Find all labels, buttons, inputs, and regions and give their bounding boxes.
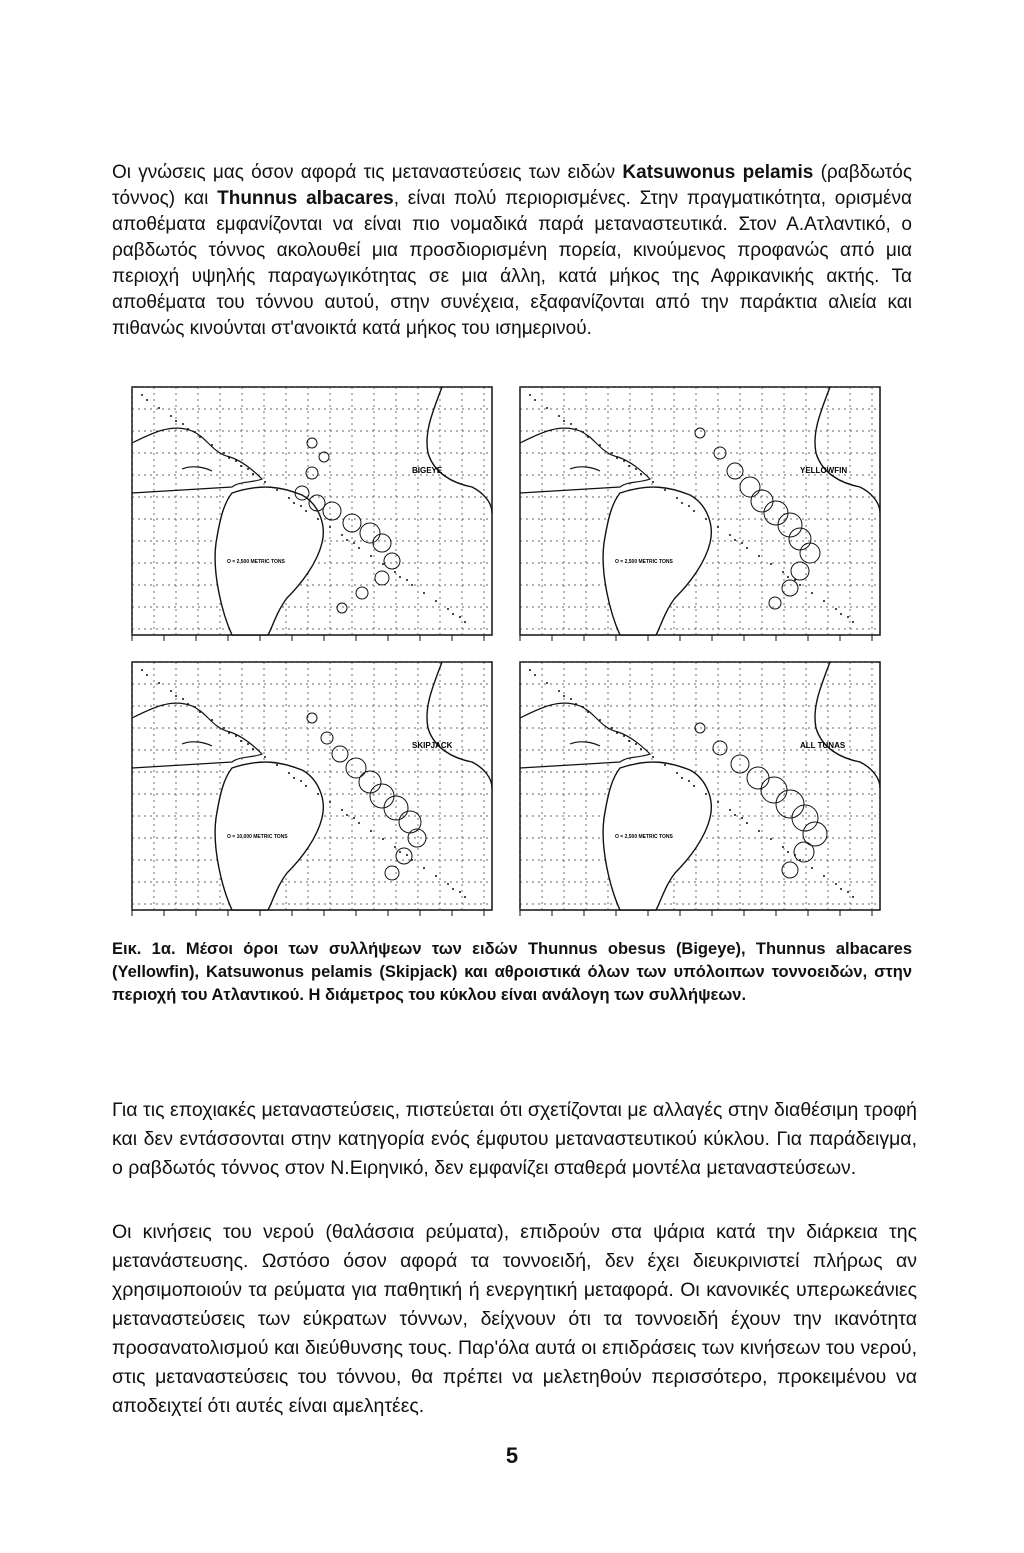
text-run: (Skipjack) και αθροιστικά όλων των υπόλοιπων τοννοειδών, στην περιοχή του Ατλαντικού. Η διάμετρος του κύκλου είναι ανάλογη των συλλήψεων. [112,963,913,1004]
text-run: (ραβδωτός τόννος) και [112,162,912,209]
map-skipjack [112,658,500,928]
species-name: Thunnus obesus [527,940,666,958]
map-all-tunas [500,658,888,928]
text-run: , είναι πολύ περιορισμένες. Στην πραγματικότητα, ορισμένα αποθέματα εμφανίζονται να είναι πιο νομαδικά παρά μεταναστευτικά. Στον Α.Ατλαντικό, ο ραβδωτός τόννος ακολουθεί μια προσδιορισμένη πορεία, κινούμενος προφανώς από μια περιοχή υψηλής παραγωγικότητας σε μια άλλη, κατά μήκος της Αφρικανικής ακτής. Τα αποθέματα του τόννου αυτού, στην συνέχεια, εξαφανίζονται από την παράκτια αλιεία και πιθανώς κινούνται στ'ανοικτά κατά μήκος του ισημερινού. [112,188,912,339]
map-scale-label: O = 2,500 METRIC TONS [227,559,285,565]
species-name: Katsuwonus pelamis [206,963,373,981]
map-scale-label: O = 10,000 METRIC TONS [227,834,288,840]
text-run: (Yellowfin), [112,963,207,981]
map-graphic [112,658,500,928]
intro-paragraph [112,160,912,342]
map-graphic [112,383,500,653]
text-run: Οι γνώσεις μας όσον αφορά τις μεταναστεύσεις των ειδών [112,162,623,183]
figure-caption [112,938,912,1007]
seasonal-migration-paragraph: Για τις εποχιακές μεταναστεύσεις, πιστεύεται ότι σχετίζονται με αλλαγές στην διαθέσιμη τροφή και δεν εντάσσονται στην κατηγορία ενός έμφυτου μεταναστευτικού κύκλου. Για παράδειγμα, ο ραβδωτός τόννος στον Ν.Ειρηνικό, δεν εμφανίζει σταθερά μοντέλα μεταναστεύσεων. [112,1099,917,1179]
map-species-label: BIGEYE [412,466,443,475]
map-scale-label: O = 2,500 METRIC TONS [615,559,673,565]
map-species-label: SKIPJACK [412,741,453,750]
map-graphic [500,658,888,928]
text-run: Μέσοι όροι των συλλήψεων των ειδών [175,940,528,958]
species-name: Thunnus albacares [217,188,394,209]
text-run: (Bigeye), [665,940,756,958]
species-name: Katsuwonus pelamis [622,162,814,183]
map-bigeye [112,383,500,653]
map-species-label: YELLOWFIN [800,466,848,475]
map-graphic [500,383,888,653]
map-yellowfin [500,383,888,653]
species-name: Thunnus albacares [755,940,913,958]
page-number: 5 [505,1443,519,1468]
map-scale-label: O = 2,500 METRIC TONS [615,834,673,840]
water-currents-paragraph: Οι κινήσεις του νερού (θαλάσσια ρεύματα), επιδρούν στα ψάρια κατά την διάρκεια της μετανάστευσης. Ωστόσο όσον αφορά τα τοννοειδή, δεν έχει διευκρινιστεί πλήρως αν χρησιμοποιούν τα ρεύματα για παθητική ή ενεργητική μεταφορά. Οι κανονικές υπερωκεάνιες μεταναστεύσεις των εύκρατων τόννων, δείχνουν ότι τα τοννοειδή έχουν την ικανότητα προσανατολισμού και διεύθυνσης τους. Παρ'όλα αυτά οι επιδράσεις των κινήσεων του νερού, στις μεταναστεύσεις του τόννου, θα πρέπει να μελετηθούν περισσότερο, προκειμένου να αποδειχτεί ότι αυτές είναι αμελητέες. [112,1221,917,1417]
caption-prefix: Εικ. 1α. [112,940,176,958]
map-species-label: ALL TUNAS [800,741,846,750]
